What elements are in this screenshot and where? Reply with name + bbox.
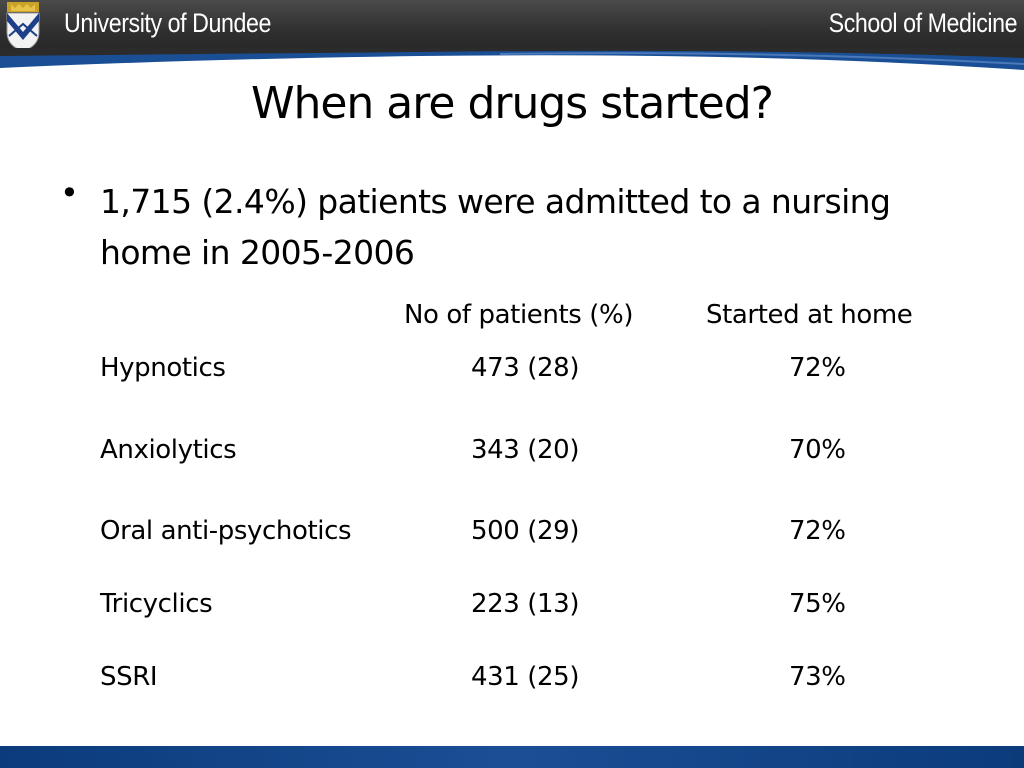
row-patient-count: 473 (28) (471, 353, 580, 383)
row-started-at-home: 73% (789, 662, 846, 692)
row-started-at-home: 72% (789, 353, 846, 383)
slide-title: When are drugs started? (250, 78, 774, 129)
column-header-patients: No of patients (%) (404, 300, 634, 330)
bullet-text: 1,715 (2.4%) patients were admitted to a nursing home in 2005-2006 (100, 182, 891, 272)
row-started-at-home: 70% (789, 435, 846, 465)
footer-bar (0, 746, 1024, 768)
row-drug-name: Tricyclics (100, 589, 213, 619)
row-drug-name: SSRI (100, 662, 158, 692)
row-drug-name: Oral anti-psychotics (100, 516, 352, 546)
row-patient-count: 500 (29) (471, 516, 580, 546)
row-patient-count: 343 (20) (471, 435, 580, 465)
institution-name: University of Dundee (64, 8, 271, 38)
university-crest-icon (5, 2, 41, 52)
row-patient-count: 431 (25) (471, 662, 580, 692)
row-drug-name: Hypnotics (100, 353, 226, 383)
department-name: School of Medicine (828, 8, 1017, 38)
row-patient-count: 223 (13) (471, 589, 580, 619)
row-started-at-home: 72% (789, 516, 846, 546)
row-drug-name: Anxiolytics (100, 435, 237, 465)
column-header-started-at-home: Started at home (706, 300, 913, 330)
bullet-marker: • (60, 174, 79, 212)
header-bar (0, 0, 1024, 53)
row-started-at-home: 75% (789, 589, 846, 619)
header-wave-decoration (0, 48, 1024, 72)
